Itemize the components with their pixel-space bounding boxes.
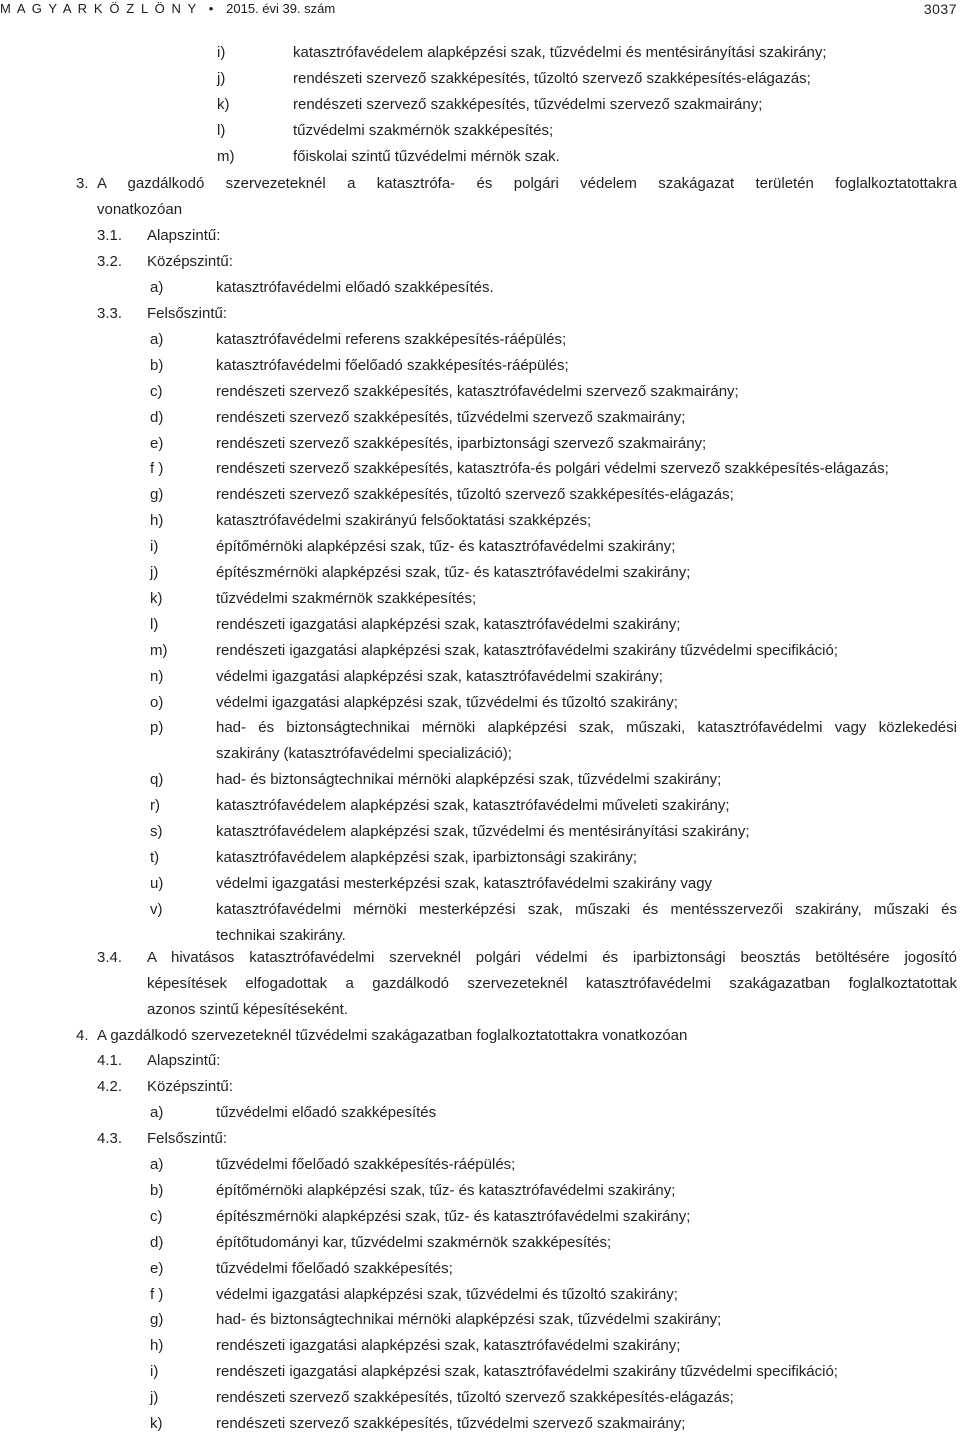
list-marker: a) bbox=[150, 1156, 164, 1173]
list-marker: a) bbox=[150, 279, 164, 296]
list-marker: e) bbox=[150, 1260, 164, 1277]
subsection-title: Alapszintű: bbox=[147, 1052, 221, 1069]
list-marker: l) bbox=[217, 122, 226, 139]
subsection-number: 4.1. bbox=[97, 1052, 123, 1069]
section-number: 3. bbox=[76, 175, 89, 192]
list-marker: j) bbox=[217, 70, 226, 87]
subsection-number: 3.1. bbox=[97, 227, 123, 244]
list-item-text: védelmi igazgatási mesterképzési szak, katasztrófavédelmi szakirány vagy bbox=[216, 875, 713, 892]
list-marker: c) bbox=[150, 1208, 163, 1225]
list-item-text: rendészeti igazgatási alapképzési szak, katasztrófavédelmi szakirány tűzvédelmi specifikáció; bbox=[216, 1363, 838, 1380]
list-item-text: rendészeti szervező szakképesítés, tűzoltó szervező szakképesítés-elágazás; bbox=[216, 486, 734, 503]
list-item-text: rendészeti igazgatási alapképzési szak, katasztrófavédelmi szakirány tűzvédelmi specifikáció; bbox=[216, 642, 838, 659]
list-item-text: tűzvédelmi szakmérnök szakképesítés; bbox=[293, 122, 554, 139]
list-item-text: rendészeti igazgatási alapképzési szak, katasztrófavédelmi szakirány; bbox=[216, 1337, 681, 1354]
list-marker: i) bbox=[217, 44, 226, 61]
list-marker: f ) bbox=[150, 460, 164, 477]
list-item-text: tűzvédelmi főelőadó szakképesítés; bbox=[216, 1260, 453, 1277]
list-marker: d) bbox=[150, 1234, 164, 1251]
list-marker: b) bbox=[150, 357, 164, 374]
list-item-text: katasztrófavédelmi referens szakképesítés-ráépülés; bbox=[216, 331, 567, 348]
list-item-text: építőtudományi kar, tűzvédelmi szakmérnök szakképesítés; bbox=[216, 1234, 612, 1251]
list-item-text: tűzvédelmi főelőadó szakképesítés-ráépülés; bbox=[216, 1156, 516, 1173]
list-item-text: rendészeti szervező szakképesítés, katasztrófavédelmi szervező szakmairány; bbox=[216, 383, 739, 400]
list-marker: t) bbox=[150, 849, 160, 866]
list-marker: q) bbox=[150, 771, 164, 788]
list-marker: h) bbox=[150, 512, 164, 529]
list-marker: a) bbox=[150, 331, 164, 348]
list-marker: f ) bbox=[150, 1286, 164, 1303]
list-item-text: építőmérnöki alapképzési szak, tűz- és katasztrófavédelmi szakirány; bbox=[216, 538, 676, 555]
list-marker: i) bbox=[150, 538, 159, 555]
list-item-text: katasztrófavédelmi előadó szakképesítés. bbox=[216, 279, 494, 296]
page-header bbox=[0, 0, 960, 22]
header-separator: • bbox=[208, 1, 215, 16]
list-marker: j) bbox=[150, 1389, 159, 1406]
list-marker: p) bbox=[150, 719, 164, 736]
list-marker: m) bbox=[150, 642, 168, 659]
list-marker: e) bbox=[150, 435, 164, 452]
list-item-text: katasztrófavédelmi főelőadó szakképesítés-ráépülés; bbox=[216, 357, 569, 374]
list-item-text: főiskolai szintű tűzvédelmi mérnök szak. bbox=[293, 148, 560, 165]
list-item-text: katasztrófavédelem alapképzési szak, tűzvédelmi és mentésirányítási szakirány; bbox=[293, 44, 827, 61]
list-item-text: tűzvédelmi előadó szakképesítés bbox=[216, 1104, 437, 1121]
section-3-title: A gazdálkodó szervezeteknél a katasztrófa- és polgári védelem szakágazat területén foglalkoztatottakra bbox=[97, 175, 957, 192]
list-item-text: építészmérnöki alapképzési szak, tűz- és katasztrófavédelmi szakirány; bbox=[216, 564, 691, 581]
list-marker: d) bbox=[150, 409, 164, 426]
subsection-number: 3.4. bbox=[97, 949, 123, 966]
subsection-number: 4.2. bbox=[97, 1078, 123, 1095]
subsection-number: 4.3. bbox=[97, 1130, 123, 1147]
list-item-text: építőmérnöki alapképzési szak, tűz- és katasztrófavédelmi szakirány; bbox=[216, 1182, 676, 1199]
subsection-number: 3.2. bbox=[97, 253, 123, 270]
list-marker: k) bbox=[150, 1415, 163, 1432]
list-item-text: katasztrófavédelem alapképzési szak, katasztrófavédelmi műveleti szakirány; bbox=[216, 797, 730, 814]
list-marker: i) bbox=[150, 1363, 159, 1380]
paragraph-line: azonos szintű képesítéseként. bbox=[147, 1001, 348, 1018]
list-item-text: tűzvédelmi szakmérnök szakképesítés; bbox=[216, 590, 477, 607]
list-item-text: védelmi igazgatási alapképzési szak, tűzvédelmi és tűzoltó szakirány; bbox=[216, 694, 678, 711]
list-marker: r) bbox=[150, 797, 160, 814]
list-marker: b) bbox=[150, 1182, 164, 1199]
list-marker: m) bbox=[217, 148, 235, 165]
section-number: 4. bbox=[76, 1027, 89, 1044]
paragraph-line: A hivatásos katasztrófavédelmi szerveknél polgári védelmi és iparbiztonsági beosztás betöltésére jogosító bbox=[147, 949, 957, 966]
list-item-text: had- és biztonságtechnikai mérnöki alapképzési szak, tűzvédelmi szakirány; bbox=[216, 1311, 722, 1328]
list-marker: l) bbox=[150, 616, 159, 633]
list-marker: k) bbox=[150, 590, 163, 607]
list-item-text: katasztrófavédelem alapképzési szak, tűzvédelmi és mentésirányítási szakirány; bbox=[216, 823, 750, 840]
list-marker: a) bbox=[150, 1104, 164, 1121]
list-marker: j) bbox=[150, 564, 159, 581]
list-item-text: katasztrófavédelem alapképzési szak, iparbiztonsági szakirány; bbox=[216, 849, 638, 866]
list-marker: n) bbox=[150, 668, 164, 685]
list-item-text: építészmérnöki alapképzési szak, tűz- és katasztrófavédelmi szakirány; bbox=[216, 1208, 691, 1225]
list-item-text: védelmi igazgatási alapképzési szak, tűzvédelmi és tűzoltó szakirány; bbox=[216, 1286, 678, 1303]
list-item-text: rendészeti igazgatási alapképzési szak, katasztrófavédelmi szakirány; bbox=[216, 616, 681, 633]
header-publication bbox=[0, 1, 335, 16]
list-item-text: védelmi igazgatási alapképzési szak, katasztrófavédelmi szakirány; bbox=[216, 668, 663, 685]
list-marker: g) bbox=[150, 1311, 164, 1328]
list-item-text: katasztrófavédelmi szakirányú felsőoktatási szakképzés; bbox=[216, 512, 592, 529]
list-item-text: rendészeti szervező szakképesítés, tűzoltó szervező szakképesítés-elágazás; bbox=[293, 70, 811, 87]
list-item-text: rendészeti szervező szakképesítés, tűzvédelmi szervező szakmairány; bbox=[216, 409, 686, 426]
subsection-title: Középszintű: bbox=[147, 253, 233, 270]
list-item-text: rendészeti szervező szakképesítés, tűzvédelmi szervező szakmairány; bbox=[293, 96, 763, 113]
list-item-text: rendészeti szervező szakképesítés, katasztrófa-és polgári védelmi szervező szakképesítés-elágazás; bbox=[216, 460, 889, 477]
list-marker: g) bbox=[150, 486, 164, 503]
list-marker: h) bbox=[150, 1337, 164, 1354]
section-3-title-cont: vonatkozóan bbox=[97, 201, 183, 218]
subsection-title: Alapszintű: bbox=[147, 227, 221, 244]
list-marker: v) bbox=[150, 901, 163, 918]
subsection-title: Felsőszintű: bbox=[147, 1130, 228, 1147]
paragraph-line: képesítések elfogadottak a gazdálkodó szervezeteknél katasztrófavédelmi szakágazatban foglalkoztatottak bbox=[147, 975, 957, 992]
subsection-title: Középszintű: bbox=[147, 1078, 233, 1095]
subsection-title: Felsőszintű: bbox=[147, 305, 228, 322]
page-number: 3037 bbox=[923, 1, 957, 17]
subsection-number: 3.3. bbox=[97, 305, 123, 322]
list-item-text: katasztrófavédelmi mérnöki mesterképzési szak, műszaki és mentésszervezői szakirány, műszaki és bbox=[216, 901, 957, 918]
list-marker: o) bbox=[150, 694, 164, 711]
list-marker: u) bbox=[150, 875, 164, 892]
list-item-text: rendészeti szervező szakképesítés, tűzvédelmi szervező szakmairány; bbox=[216, 1415, 686, 1432]
publication-name: M A G Y A R K Ö Z L Ö N Y bbox=[0, 1, 198, 16]
list-item-text-cont: technikai szakirány. bbox=[216, 927, 346, 944]
section-4-title: A gazdálkodó szervezeteknél tűzvédelmi szakágazatban foglalkoztatottakra vonatkozóan bbox=[97, 1027, 688, 1044]
list-item-text-cont: szakirány (katasztrófavédelmi specializáció); bbox=[216, 745, 512, 762]
list-item-text: had- és biztonságtechnikai mérnöki alapképzési szak, tűzvédelmi szakirány; bbox=[216, 771, 722, 788]
list-item-text: rendészeti szervező szakképesítés, iparbiztonsági szervező szakmairány; bbox=[216, 435, 707, 452]
list-item-text: had- és biztonságtechnikai mérnöki alapképzési szak, műszaki, katasztrófavédelmi vagy közlekedési bbox=[216, 719, 957, 736]
list-item-text: rendészeti szervező szakképesítés, tűzoltó szervező szakképesítés-elágazás; bbox=[216, 1389, 734, 1406]
list-marker: k) bbox=[217, 96, 230, 113]
list-marker: c) bbox=[150, 383, 163, 400]
issue-label: 2015. évi 39. szám bbox=[226, 1, 336, 16]
list-marker: s) bbox=[150, 823, 163, 840]
